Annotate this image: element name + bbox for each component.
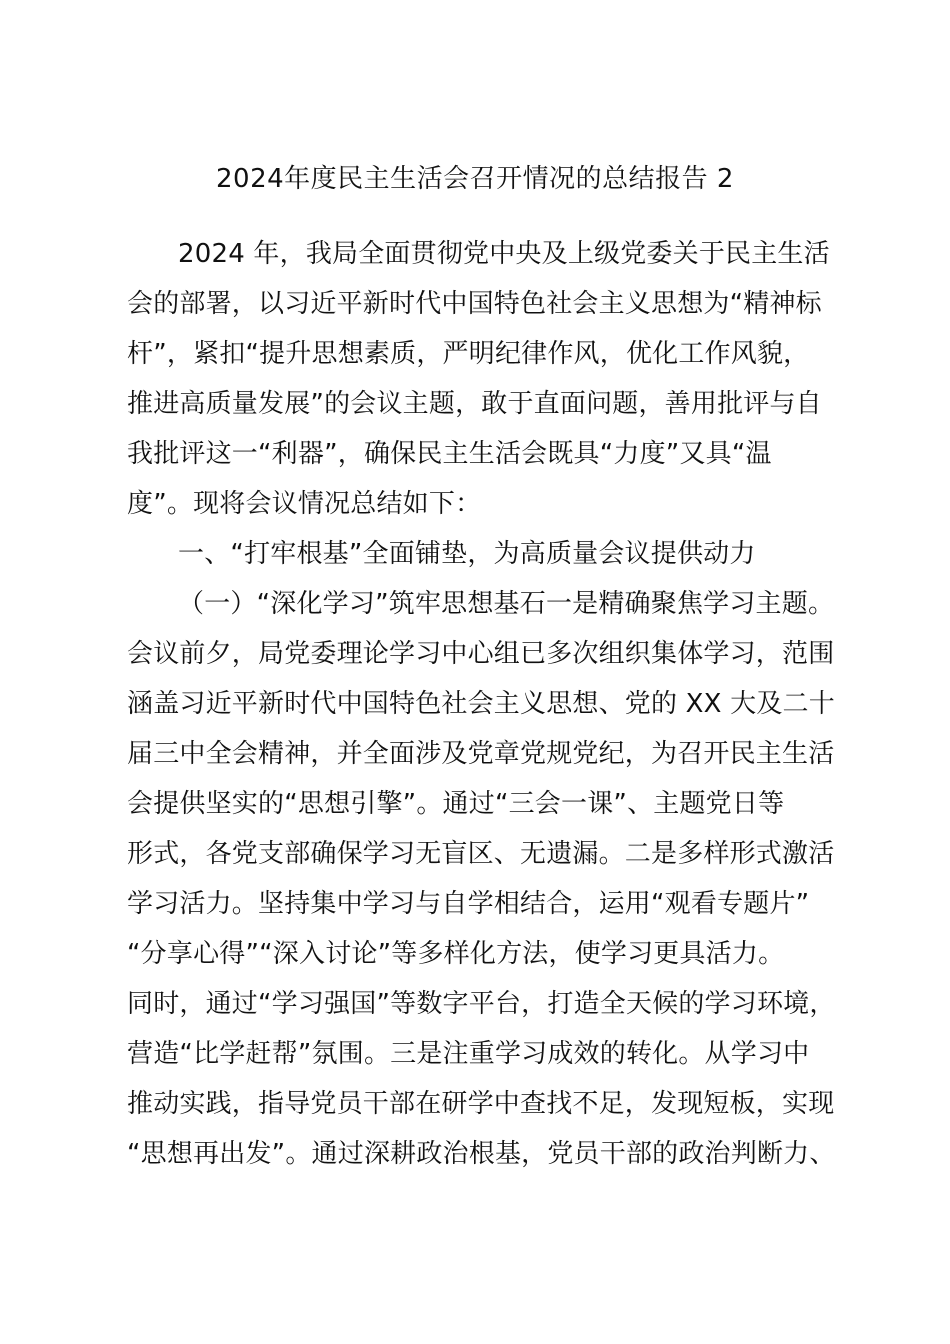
subsection-line-5: 会提供坚实的“思想引擎”。通过“三会一课”、主题党日等 — [127, 789, 785, 819]
subsection-line-7: 学习活力。坚持集中学习与自学相结合，运用“观看专题片” — [127, 889, 810, 919]
paragraph-line-4: 推进高质量发展”的会议主题，敢于直面问题，善用批评与自 — [127, 389, 822, 419]
subsection-line-10: 营造“比学赶帮”氛围。三是注重学习成效的转化。从学习中 — [127, 1039, 810, 1069]
paragraph-line-5: 我批评这一“利器”，确保民主生活会既具“力度”又具“温 — [127, 439, 772, 469]
subsection-line-11: 推动实践，指导党员干部在研学中查找不足，发现短板，实现 — [127, 1089, 835, 1119]
paragraph-line-2: 会的部署，以习近平新时代中国特色社会主义思想为“精神标 — [127, 289, 822, 319]
section-heading-1: 一、“打牢根基”全面铺垫，为高质量会议提供动力 — [178, 539, 756, 569]
subsection-line-9: 同时，通过“学习强国”等数字平台，打造全天候的学习环境， — [127, 989, 836, 1019]
subsection-line-6: 形式，各党支部确保学习无盲区、无遗漏。二是多样形式激活 — [127, 839, 835, 869]
subsection-line-12: “思想再出发”。通过深耕政治根基，党员干部的政治判断力、 — [127, 1139, 836, 1169]
subsection-line-2: 会议前夕，局党委理论学习中心组已多次组织集体学习，范围 — [127, 639, 835, 669]
subsection-line-8: “分享心得”“深入讨论”等多样化方法，使学习更具活力。 — [127, 939, 785, 969]
paragraph-line-6: 度”。现将会议情况总结如下： — [127, 489, 482, 519]
paragraph-line-3: 杆”，紧扣“提升思想素质，严明纪律作风，优化工作风貌， — [127, 339, 810, 369]
document-title: 2024年度民主生活会召开情况的总结报告 2 — [216, 164, 734, 194]
subsection-line-3: 涵盖习近平新时代中国特色社会主义思想、党的 XX 大及二十 — [127, 689, 835, 719]
subsection-line-1: （一）“深化学习”筑牢思想基石一是精确聚焦学习主题。 — [178, 589, 835, 619]
paragraph-line-1: 2024 年，我局全面贯彻党中央及上级党委关于民主生活 — [178, 239, 830, 269]
subsection-line-4: 届三中全会精神，并全面涉及党章党规党纪，为召开民主生活 — [127, 739, 835, 769]
